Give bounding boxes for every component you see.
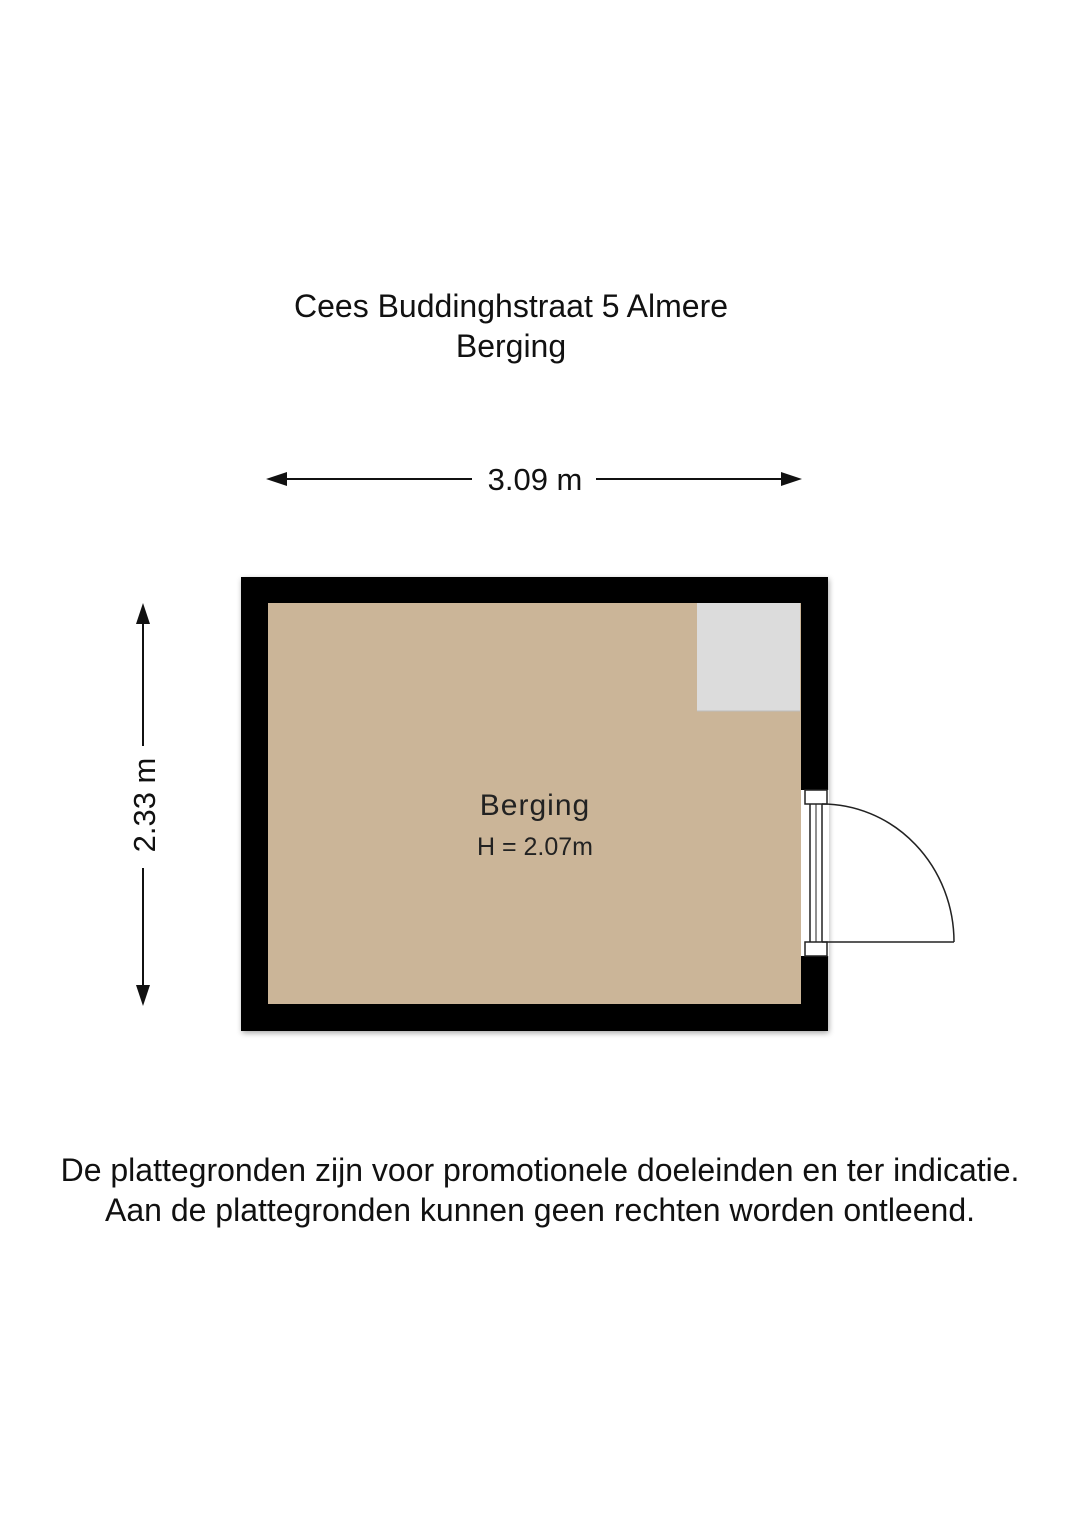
address-title: Cees Buddinghstraat 5 Almere <box>293 288 729 324</box>
room-ceiling-height: H = 2.07m <box>476 833 594 861</box>
disclaimer-line-1: De plattegronden zijn voor promotionele doeleinden en ter indicatie. <box>60 1152 1020 1188</box>
door-opening <box>801 790 829 956</box>
arrow-left-icon <box>266 472 287 486</box>
arrow-down-icon <box>136 985 150 1006</box>
arrow-up-icon <box>136 603 150 624</box>
fixture-unit <box>697 603 800 711</box>
height-label: 2.33 m <box>127 757 162 853</box>
door-swing-arc <box>822 804 954 942</box>
room-name: Berging <box>479 789 591 822</box>
arrow-right-icon <box>781 472 802 486</box>
door-frame-bottom <box>805 942 827 956</box>
door-frame-top <box>805 790 827 804</box>
door <box>801 790 954 956</box>
width-dimension <box>266 462 802 497</box>
disclaimer <box>0 1150 1080 1230</box>
disclaimer-line-2: Aan de plattegronden kunnen geen rechten worden ontleend. <box>104 1192 975 1228</box>
floor-title: Berging <box>455 328 567 364</box>
width-label: 3.09 m <box>487 462 583 497</box>
height-dimension <box>127 603 162 1006</box>
